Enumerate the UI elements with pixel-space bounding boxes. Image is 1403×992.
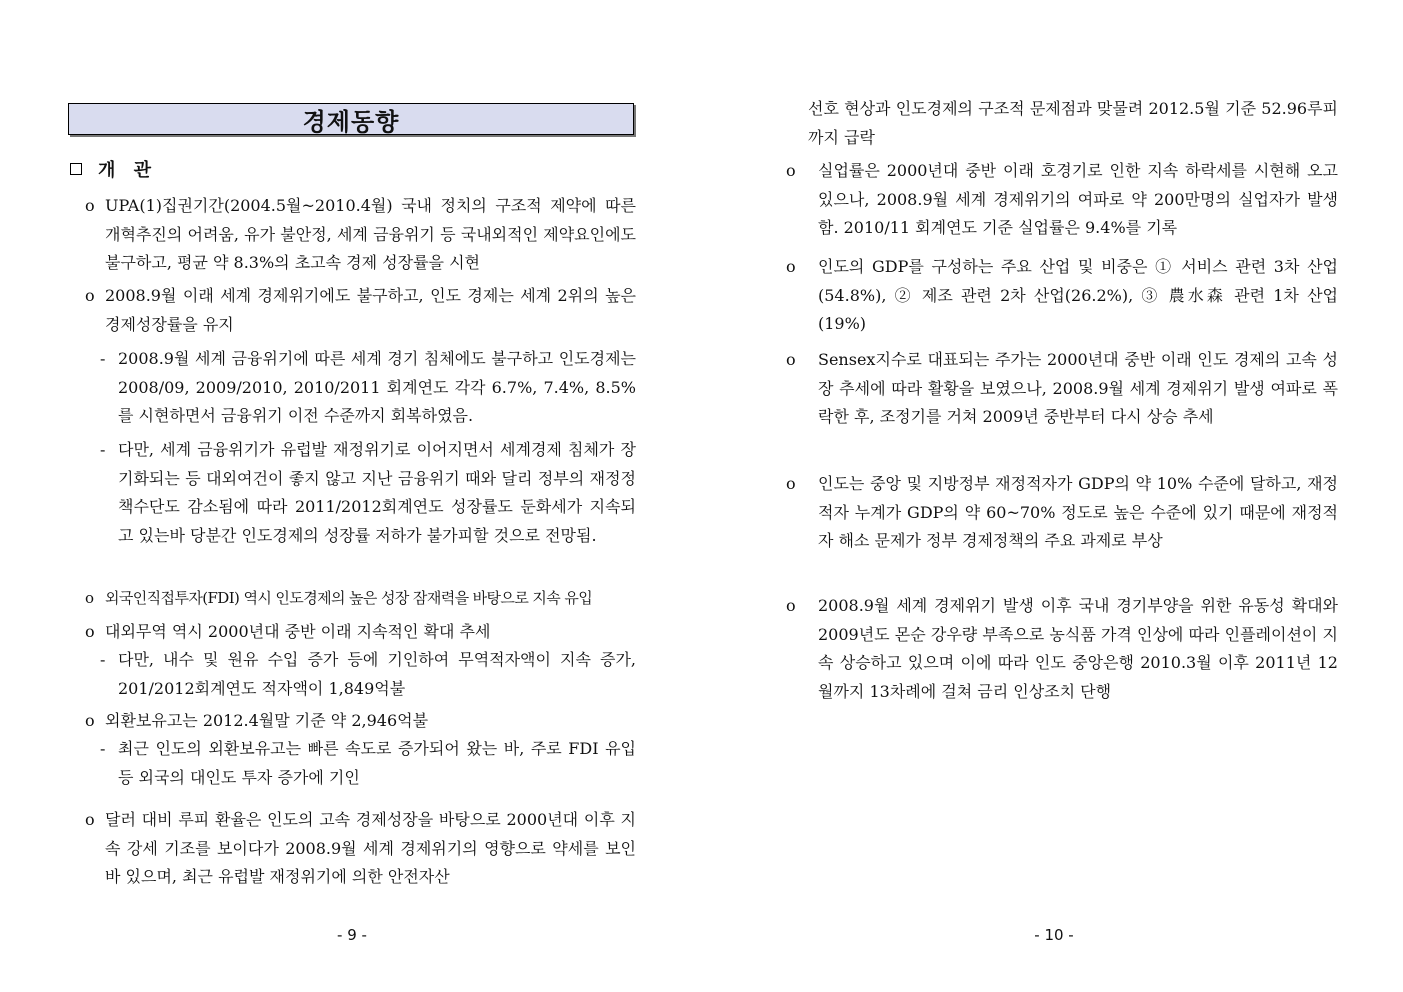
page-title [68, 103, 634, 135]
item-bullet: - [100, 440, 106, 459]
item-bullet: - [100, 650, 106, 669]
item-text: 외환보유고는 2012.4월말 기준 약 2,946억불 [105, 711, 429, 730]
item-text: 달러 대비 루피 환율은 인도의 고속 경제성장을 바탕으로 2000년대 이후 지속 강세 기조를 보이다가 2008.9월 세계 경제위기의 영향으로 약세를 보인 바 있으며, 최근 유럽발 재정위기에 의한 안전자산 [105, 810, 636, 886]
item-text: 2008.9월 세계 금융위기에 따른 세계 경기 침체에도 불구하고 인도경제는 2008/09, 2009/2010, 2010/2011 회계연도 각각 6.7%, 7.4%, 8.5%를 시현하면서 금융위기 이전 수준까지 회복하였음. [118, 349, 636, 425]
page-number: - 9 - [337, 926, 367, 944]
list-item [68, 735, 636, 792]
item-bullet: o [85, 711, 95, 730]
item-bullet: o [85, 810, 95, 829]
list-item [68, 618, 636, 647]
item-bullet: o [786, 474, 796, 493]
item-text: 인도의 GDP를 구성하는 주요 산업 및 비중은 ① 서비스 관련 3차 산업(54.8%), ② 제조 관련 2차 산업(26.2%), ③ 農水森 관련 1차 산업(19%) [818, 257, 1338, 333]
item-bullet: o [786, 257, 796, 276]
list-item [68, 345, 636, 431]
list-item [68, 646, 636, 703]
section-heading-label: 개 관 [98, 160, 158, 181]
item-text: 다만, 세계 금융위기가 유럽발 재정위기로 이어지면서 세계경제 침체가 장기화되는 등 대외여건이 좋지 않고 지난 금융위기 때와 달리 정부의 재정정책수단도 감소됨에 따라 2011/2012회계연도 성장률도 둔화세가 지속되고 있는바 당분간 인도경제의 성장률 저하가 불가피할 것으로 전망됨. [118, 440, 636, 545]
item-bullet: o [85, 196, 95, 215]
square-bullet-icon [70, 163, 82, 175]
list-item [786, 592, 1338, 706]
list-item [786, 253, 1338, 339]
item-text: UPA(1)집권기간(2004.5월~2010.4월) 국내 정치의 구조적 제약에 따른 개혁추진의 어려움, 유가 불안정, 세계 금융위기 등 국내외적인 제약요인에도 불구하고, 평균 약 8.3%의 초고속 경제 성장률을 시현 [105, 196, 636, 272]
item-text: 최근 인도의 외환보유고는 빠른 속도로 증가되어 왔는 바, 주로 FDI 유입 등 외국의 대인도 투자 증가에 기인 [118, 739, 636, 787]
item-text: 외국인직접투자(FDI) 역시 인도경제의 높은 성장 잠재력을 바탕으로 지속 유입 [105, 589, 593, 607]
item-text: Sensex지수로 대표되는 주가는 2000년대 중반 이래 인도 경제의 고속 성장 추세에 따라 활황을 보였으나, 2008.9월 세계 경제위기 발생 여파로 폭락한 후, 조정기를 거쳐 2009년 중반부터 다시 상승 추세 [818, 350, 1338, 426]
list-item [786, 346, 1338, 432]
item-text: 대외무역 역시 2000년대 중반 이래 지속적인 확대 추세 [105, 622, 491, 641]
item-bullet: - [100, 739, 106, 758]
list-item [68, 282, 636, 339]
item-bullet: o [786, 161, 796, 180]
item-bullet: o [786, 596, 796, 615]
page-number: - 10 - [1034, 926, 1074, 944]
right-page [786, 0, 1338, 992]
list-item [68, 806, 636, 892]
section-heading [68, 156, 157, 182]
item-bullet: o [85, 286, 95, 305]
item-text: 실업률은 2000년대 중반 이래 호경기로 인한 지속 하락세를 시현해 오고 있으나, 2008.9월 세계 경제위기의 여파로 약 200만명의 실업자가 발생함. 2010/11 회계연도 기준 실업률은 9.4%를 기록 [818, 161, 1338, 237]
list-item [68, 192, 636, 278]
item-bullet: - [100, 349, 106, 368]
page-title-text: 경제동향 [302, 107, 400, 136]
item-bullet: o [85, 622, 95, 641]
item-text: 인도는 중앙 및 지방정부 재정적자가 GDP의 약 10% 수준에 달하고, 재정적자 누계가 GDP의 약 60~70% 정도로 높은 수준에 있기 때문에 재정적자 해소 문제가 정부 경제정책의 주요 과제로 부상 [818, 474, 1338, 550]
item-text: 2008.9월 이래 세계 경제위기에도 불구하고, 인도 경제는 세계 2위의 높은 경제성장률을 유지 [105, 286, 636, 334]
list-item [68, 707, 636, 736]
item-bullet: o [786, 350, 796, 369]
item-text: 2008.9월 세계 경제위기 발생 이후 국내 경기부양을 위한 유동성 확대와 2009년도 몬순 강우량 부족으로 농식품 가격 인상에 따라 인플레이션이 지속 상승하고 있으며 이에 따라 인도 중앙은행 2010.3월 이후 2011년 12월까지 13차례에 걸쳐 금리 인상조치 단행 [818, 596, 1338, 701]
item-text: 선호 현상과 인도경제의 구조적 문제점과 맞물려 2012.5월 기준 52.96루피까지 급락 [808, 99, 1338, 147]
list-item [786, 95, 1338, 152]
list-item [68, 584, 636, 613]
list-item [786, 157, 1338, 243]
left-page [68, 0, 636, 992]
item-bullet: o [85, 589, 94, 607]
item-text: 다만, 내수 및 원유 수입 증가 등에 기인하여 무역적자액이 지속 증가, 201/2012회계연도 적자액이 1,849억불 [118, 650, 636, 698]
list-item [786, 470, 1338, 556]
list-item [68, 436, 636, 550]
